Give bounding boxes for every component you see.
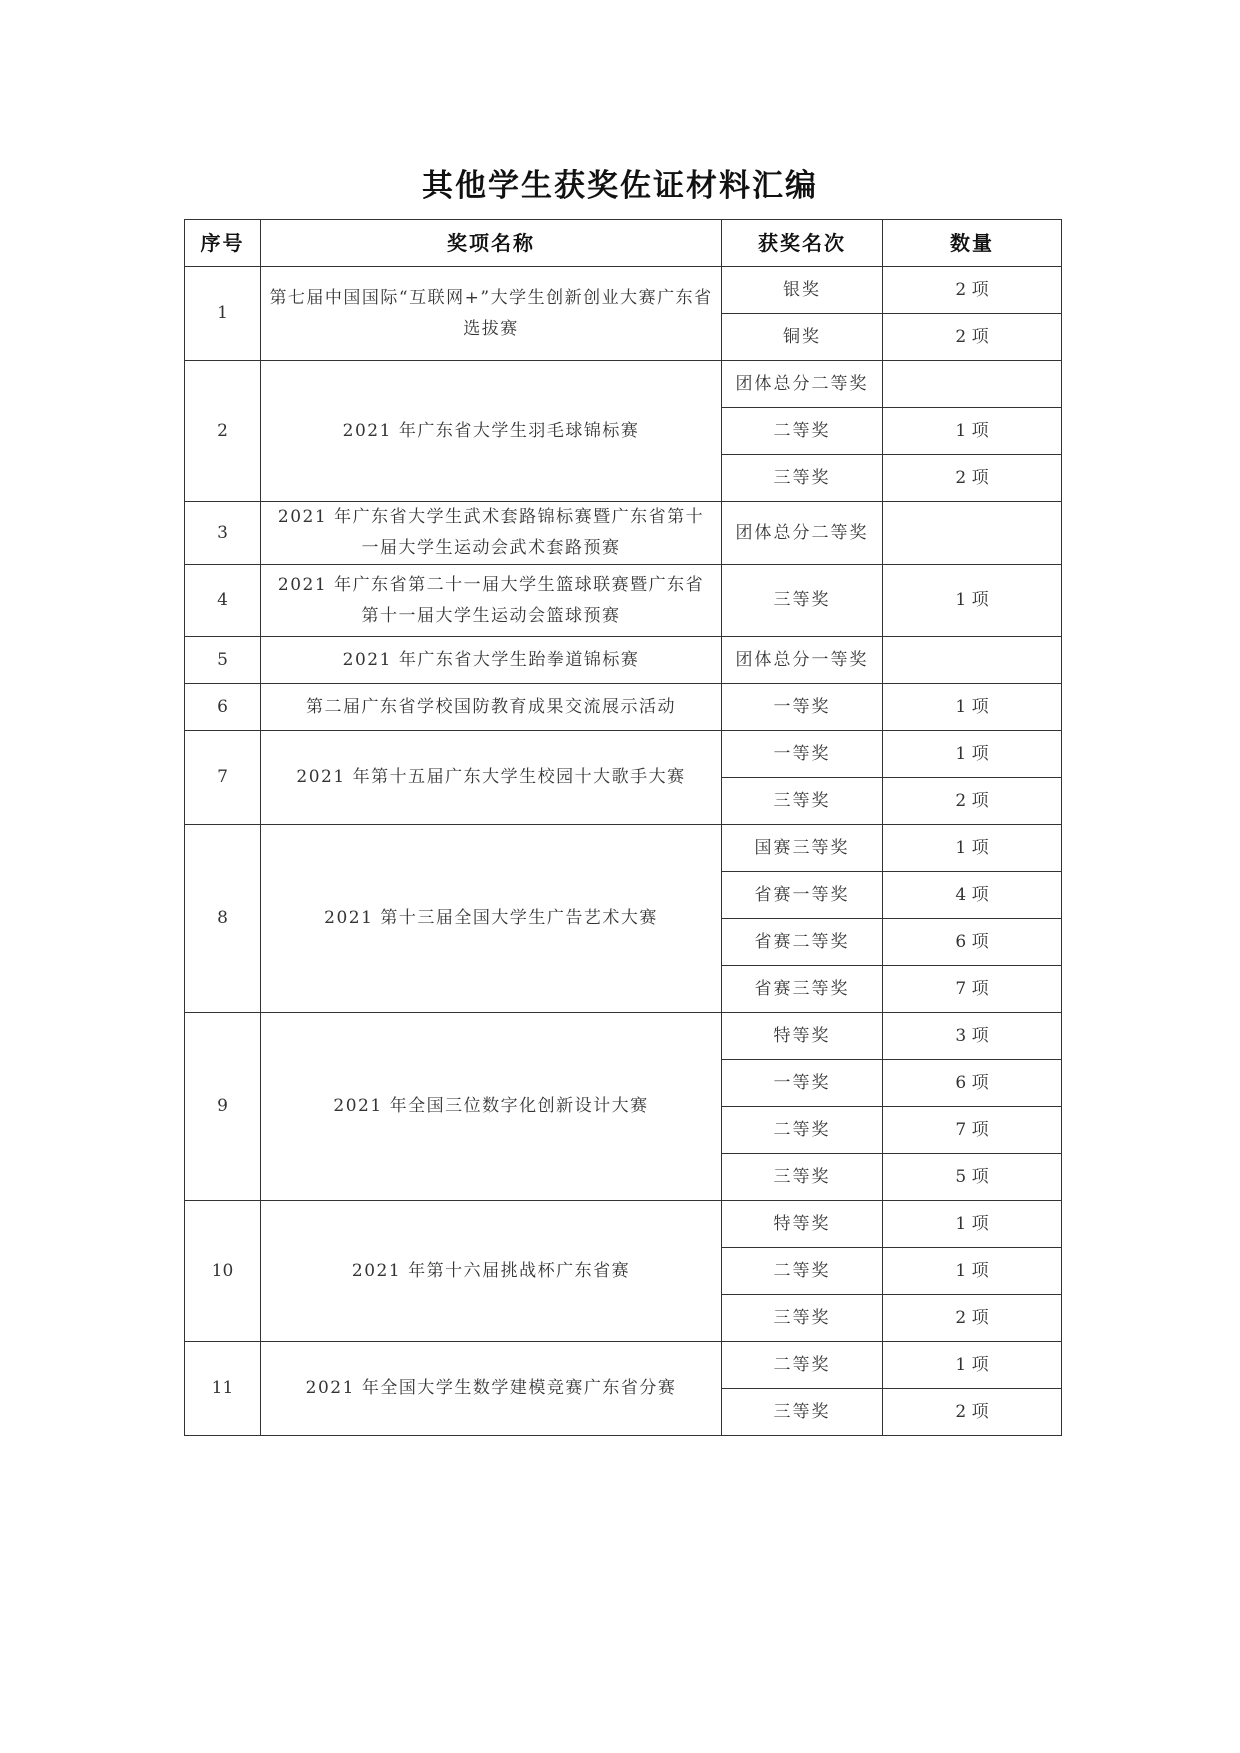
award-rank: 省赛一等奖 [722, 872, 883, 919]
award-rank: 一等奖 [722, 1060, 883, 1107]
award-count: 1 项 [883, 731, 1062, 778]
award-count: 2 项 [883, 1295, 1062, 1342]
award-rank: 三等奖 [722, 565, 883, 637]
award-count: 1 项 [883, 565, 1062, 637]
award-rank: 团体总分二等奖 [722, 361, 883, 408]
table-row [185, 502, 1062, 565]
row-number: 11 [185, 1342, 261, 1436]
award-count: 1 项 [883, 684, 1062, 731]
award-count: 2 项 [883, 267, 1062, 314]
award-name: 2021 年第十六届挑战杯广东省赛 [261, 1201, 722, 1342]
award-count: 7 项 [883, 1107, 1062, 1154]
award-count: 5 项 [883, 1154, 1062, 1201]
table-row [185, 361, 1062, 408]
award-name: 第二届广东省学校国防教育成果交流展示活动 [261, 684, 722, 731]
table-row [185, 1342, 1062, 1389]
award-count: 6 项 [883, 919, 1062, 966]
award-rank: 银奖 [722, 267, 883, 314]
award-count: 6 项 [883, 1060, 1062, 1107]
award-count: 3 项 [883, 1013, 1062, 1060]
award-count: 1 项 [883, 825, 1062, 872]
awards-table [184, 219, 1062, 1436]
table-body [185, 267, 1062, 1436]
award-count: 2 项 [883, 455, 1062, 502]
table-row [185, 565, 1062, 637]
award-rank: 二等奖 [722, 1342, 883, 1389]
row-number: 10 [185, 1201, 261, 1342]
award-name: 第七届中国国际“互联网+”大学生创新创业大赛广东省选拔赛 [261, 267, 722, 361]
award-name: 2021 年广东省大学生武术套路锦标赛暨广东省第十一届大学生运动会武术套路预赛 [261, 502, 722, 565]
award-count: 1 项 [883, 408, 1062, 455]
award-rank: 二等奖 [722, 1248, 883, 1295]
table-row [185, 637, 1062, 684]
award-rank: 三等奖 [722, 1389, 883, 1436]
award-count: 1 项 [883, 1342, 1062, 1389]
header-no: 序号 [185, 220, 261, 267]
row-number: 5 [185, 637, 261, 684]
award-rank: 省赛二等奖 [722, 919, 883, 966]
table-header-row [185, 220, 1062, 267]
table-row [185, 731, 1062, 778]
award-rank: 三等奖 [722, 778, 883, 825]
award-rank: 团体总分一等奖 [722, 637, 883, 684]
page-title: 其他学生获奖佐证材料汇编 [422, 168, 818, 204]
row-number: 4 [185, 565, 261, 637]
award-rank: 三等奖 [722, 1295, 883, 1342]
award-count: 2 项 [883, 778, 1062, 825]
table-row [185, 267, 1062, 314]
table-row [185, 1013, 1062, 1060]
award-count: 7 项 [883, 966, 1062, 1013]
row-number: 7 [185, 731, 261, 825]
row-number: 2 [185, 361, 261, 502]
award-name: 2021 年广东省第二十一届大学生篮球联赛暨广东省第十一届大学生运动会篮球预赛 [261, 565, 722, 637]
award-rank: 特等奖 [722, 1201, 883, 1248]
award-count: 4 项 [883, 872, 1062, 919]
header-name: 奖项名称 [261, 220, 722, 267]
award-count [883, 361, 1062, 408]
award-name: 2021 年全国三位数字化创新设计大赛 [261, 1013, 722, 1201]
award-count [883, 637, 1062, 684]
row-number: 3 [185, 502, 261, 565]
award-name: 2021 年广东省大学生跆拳道锦标赛 [261, 637, 722, 684]
award-rank: 团体总分二等奖 [722, 502, 883, 565]
table-row [185, 684, 1062, 731]
award-rank: 省赛三等奖 [722, 966, 883, 1013]
award-rank: 铜奖 [722, 314, 883, 361]
award-rank: 一等奖 [722, 684, 883, 731]
award-rank: 二等奖 [722, 408, 883, 455]
award-count: 2 项 [883, 314, 1062, 361]
award-rank: 国赛三等奖 [722, 825, 883, 872]
row-number: 6 [185, 684, 261, 731]
award-name: 2021 第十三届全国大学生广告艺术大赛 [261, 825, 722, 1013]
row-number: 8 [185, 825, 261, 1013]
table-row [185, 825, 1062, 872]
award-name: 2021 年广东省大学生羽毛球锦标赛 [261, 361, 722, 502]
row-number: 1 [185, 267, 261, 361]
award-rank: 三等奖 [722, 455, 883, 502]
award-name: 2021 年全国大学生数学建模竞赛广东省分赛 [261, 1342, 722, 1436]
award-rank: 二等奖 [722, 1107, 883, 1154]
award-count: 1 项 [883, 1248, 1062, 1295]
row-number: 9 [185, 1013, 261, 1201]
award-rank: 特等奖 [722, 1013, 883, 1060]
header-count: 数量 [883, 220, 1062, 267]
header-rank: 获奖名次 [722, 220, 883, 267]
award-count: 2 项 [883, 1389, 1062, 1436]
table-row [185, 1201, 1062, 1248]
award-rank: 一等奖 [722, 731, 883, 778]
award-count [883, 502, 1062, 565]
award-count: 1 项 [883, 1201, 1062, 1248]
award-name: 2021 年第十五届广东大学生校园十大歌手大赛 [261, 731, 722, 825]
award-rank: 三等奖 [722, 1154, 883, 1201]
